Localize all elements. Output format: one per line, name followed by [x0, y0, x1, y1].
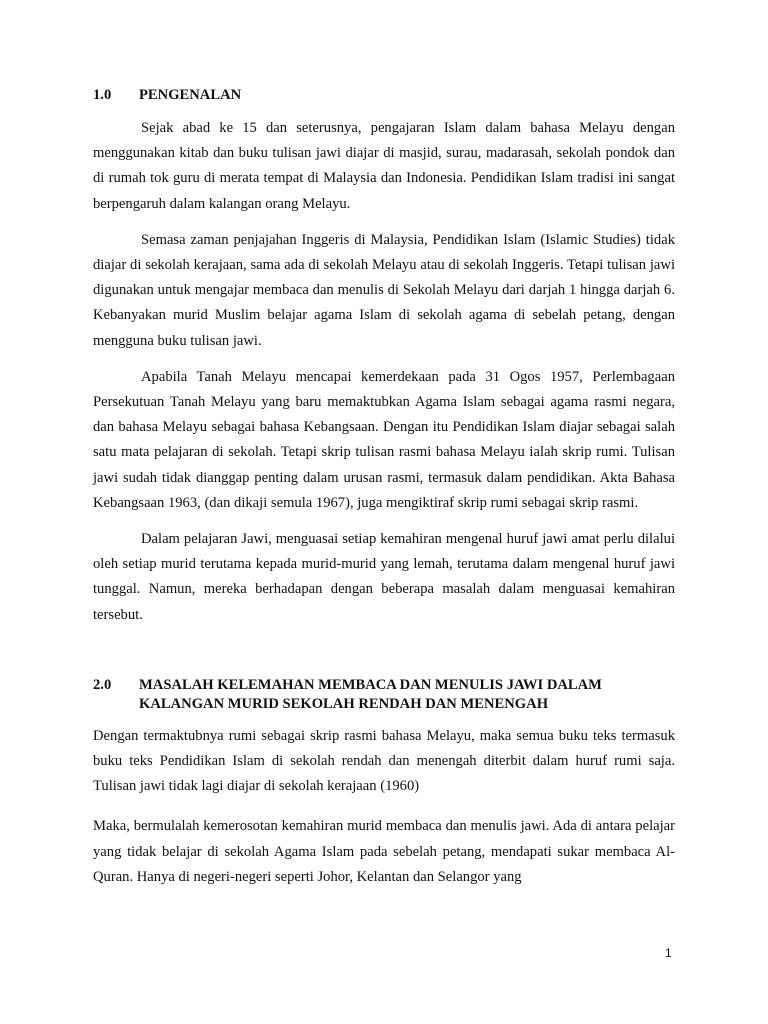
paragraph: Dalam pelajaran Jawi, menguasai setiap kemahiran mengenal huruf jawi amat perlu dilalui oleh setiap murid terutama kepada murid-murid yang lemah, terutama dalam mengenal huruf jawi tunggal. Namun, mereka berhadapan dengan beberapa masalah dalam menguasai kemahiran tersebut.	[93, 531, 675, 623]
section-heading-1	[93, 86, 675, 105]
paragraph: Apabila Tanah Melayu mencapai kemerdekaan pada 31 Ogos 1957, Perlembagaan Persekutuan Tanah Melayu yang baru memaktubkan Agama Islam sebagai agama rasmi negara, dan bahasa Melayu sebagai bahasa Kebangsaan. Dengan itu Pendidikan Islam diajar sebagai salah satu mata pelajaran di sekolah. Tetapi skrip tulisan rasmi bahasa Melayu ialah skrip rumi. Tulisan jawi sudah tidak dianggap penting dalam urusan rasmi, termasuk dalam pendidikan. Akta Bahasa Kebangsaan 1963, (dan dikaji semula 1967), juga mengiktiraf skrip rumi sebagai skrip rasmi.	[93, 368, 675, 511]
paragraph: Dengan termaktubnya rumi sebagai skrip rasmi bahasa Melayu, maka semua buku teks termasuk buku teks Pendidikan Islam di sekolah rendah dan menengah diterbit dalam huruf rumi saja. Tulisan jawi tidak lagi diajar di sekolah kerajaan (1960)	[93, 727, 675, 795]
section-title: PENGENALAN	[139, 87, 242, 103]
document-body	[93, 86, 675, 905]
section-heading-2	[93, 676, 675, 714]
page-number: 1	[665, 946, 672, 960]
section-number: 2.0	[93, 676, 112, 693]
section-title: MASALAH KELEMAHAN MEMBACA DAN MENULIS JAWI DALAM KALANGAN MURID SEKOLAH RENDAH DAN MENENGAH	[139, 676, 602, 712]
paragraph: Maka, bermulalah kemerosotan kemahiran murid membaca dan menulis jawi. Ada di antara pelajar yang tidak belajar di sekolah Agama Islam pada sebelah petang, mendapati sukar membaca Al-Quran. Hanya di negeri-negeri seperti Johor, Kelantan dan Selangor yang	[93, 818, 675, 885]
paragraph: Sejak abad ke 15 dan seterusnya, pengajaran Islam dalam bahasa Melayu dengan menggunakan kitab dan buku tulisan jawi diajar di masjid, surau, madarasah, sekolah pondok dan di rumah tok guru di merata tempat di Malaysia dan Indonesia. Pendidikan Islam tradisi ini sangat berpengaruh dalam kalangan orang Melayu.	[93, 120, 675, 212]
section-number: 1.0	[93, 87, 112, 103]
paragraph: Semasa zaman penjajahan Inggeris di Malaysia, Pendidikan Islam (Islamic Studies) tidak diajar di sekolah kerajaan, sama ada di sekolah Melayu atau di sekolah Inggeris. Tetapi tulisan jawi digunakan untuk mengajar membaca dan menulis di Sekolah Melayu dari darjah 1 hingga darjah 6. Kebanyakan murid Muslim belajar agama Islam di sekolah agama di sebelah petang, dengan mengguna buku tulisan jawi.	[93, 231, 675, 349]
